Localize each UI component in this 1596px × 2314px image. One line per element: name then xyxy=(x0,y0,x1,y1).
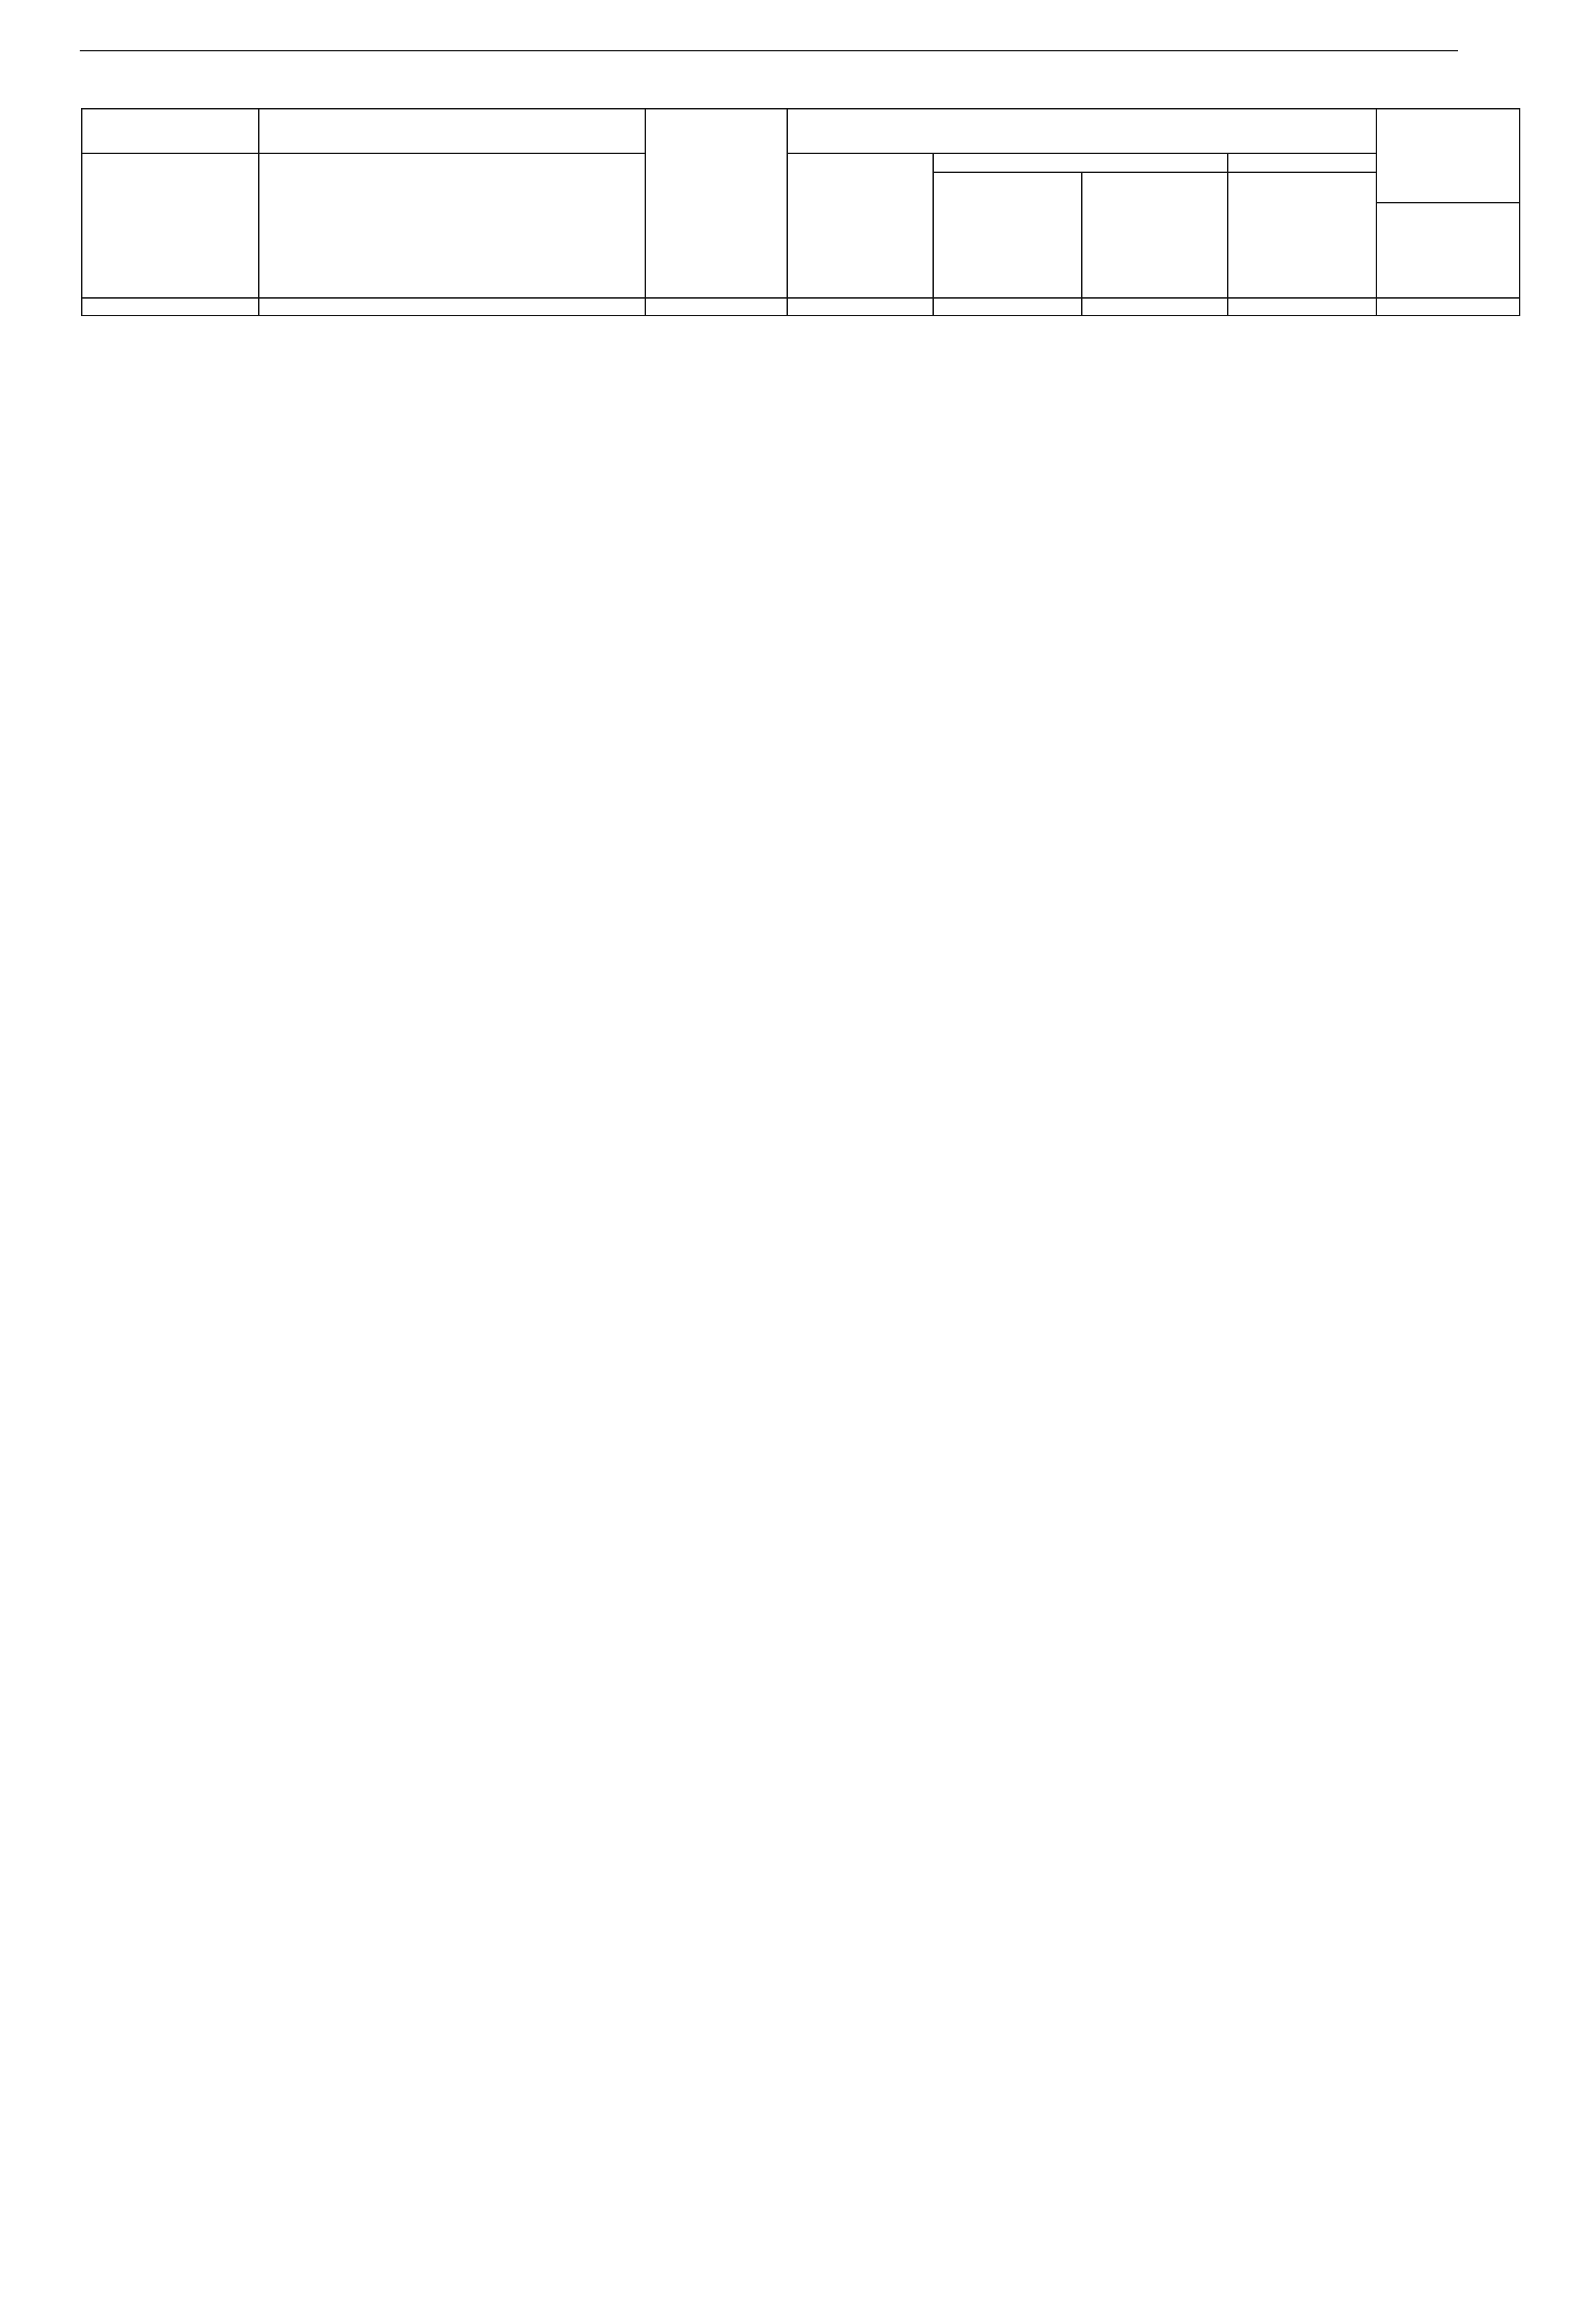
header-codes-bottom xyxy=(82,153,259,298)
column-number xyxy=(1082,298,1228,316)
column-number xyxy=(645,298,787,316)
header-codes-top xyxy=(82,109,259,153)
column-number xyxy=(259,298,645,316)
header-including xyxy=(787,109,1376,153)
top-table xyxy=(81,108,1520,316)
column-number xyxy=(1228,298,1376,316)
header-materials xyxy=(1228,172,1376,298)
header-machines-total xyxy=(933,172,1082,298)
column-number xyxy=(787,298,933,316)
header-materials-group xyxy=(1228,153,1376,172)
header-direct-costs xyxy=(645,109,787,298)
header-name-top xyxy=(259,109,645,153)
page-header xyxy=(80,46,1458,51)
header-name-bottom xyxy=(259,153,645,298)
header-machinists xyxy=(1082,172,1228,298)
header-labor-top xyxy=(1377,193,1519,203)
header-wages xyxy=(787,153,933,298)
header-mass xyxy=(1377,203,1519,214)
column-number xyxy=(82,298,259,316)
column-number xyxy=(1376,298,1520,316)
column-number xyxy=(933,298,1082,316)
header-machine-group xyxy=(933,153,1228,172)
header-labor xyxy=(1376,109,1520,298)
